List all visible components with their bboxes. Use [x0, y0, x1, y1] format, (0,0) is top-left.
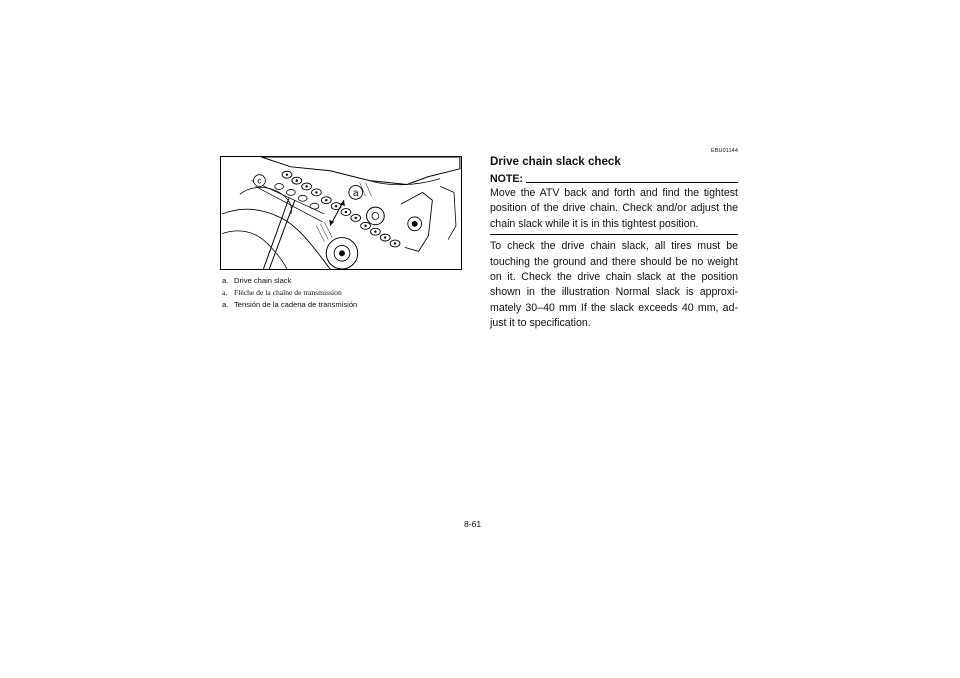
section-code: EBU01144 — [711, 148, 738, 154]
caption-key: a. — [222, 300, 229, 309]
note-end-rule — [490, 234, 738, 235]
section-drive-chain-slack — [490, 148, 738, 332]
note-rule — [526, 182, 738, 183]
section-heading: Drive chain slack check — [490, 155, 621, 168]
body-paragraph: To check the drive chain slack, all tires must be touching the ground and there should be no weight on it. Check the drive chain slack at the position shown in the illustration Normal slack is approxi-mately 30–40 mm If the slack exceeds 40 mm, ad-just it to specification. — [490, 240, 738, 330]
callout-a-label: a — [353, 187, 359, 199]
page-number: 8-61 — [464, 519, 482, 529]
caption-text: Tensión de la cadena de transmisión — [234, 300, 358, 309]
caption-english — [222, 276, 472, 285]
note-text: Move the ATV back and forth and find the tightest position of the drive chain. Check and/or adjust the chain slack while it is in this tightest position. — [490, 187, 738, 230]
caption-key: a. — [222, 276, 229, 285]
caption-text: Drive chain slack — [234, 276, 292, 285]
drive-chain-illustration — [220, 156, 462, 270]
caption-text: Flèche de la chaîne de transmission — [234, 288, 342, 297]
note-header — [490, 173, 738, 185]
caption-key: a. — [222, 288, 228, 297]
callout-c-label: c — [257, 175, 262, 186]
caption-french — [222, 288, 472, 297]
caption-spanish — [222, 300, 472, 309]
note-label: NOTE: — [490, 173, 523, 185]
figure-captions — [222, 276, 472, 312]
